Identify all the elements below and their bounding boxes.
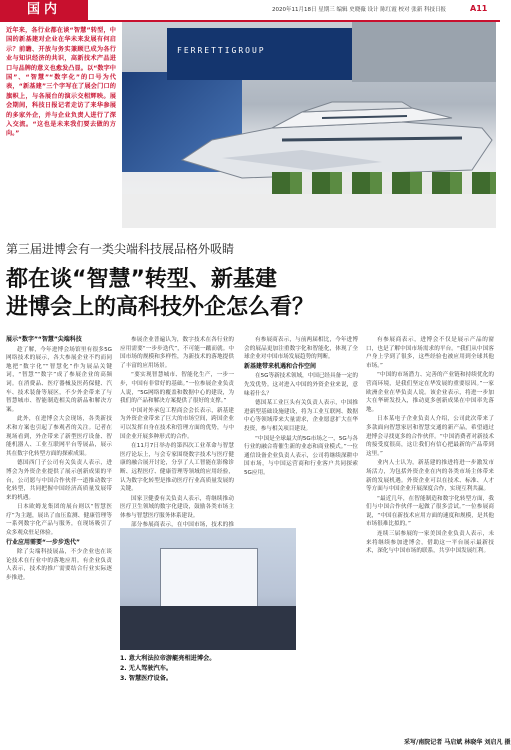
banner-logo-text: FERRETTIGROUP	[177, 46, 266, 55]
exhibit-display-card	[160, 548, 258, 610]
main-photo-yacht	[122, 22, 496, 228]
exhibitor-banner	[167, 28, 352, 80]
article-paragraph: 德国西门子公司有关负责人表示，进博会为外资企业提供了展示创新成果的平台，公司愿与中国合作伙伴一道推动数字化转型，共同把握中国经济高质量发展带来的机遇。	[6, 460, 112, 501]
article-paragraph: 除了尖端科技展品，不少企业也在谈论技术在行业中的落地应用。有企业负责人表示，技术的推广需要结合行业实际逐步推进。	[6, 549, 112, 582]
headline-line-1: 都在谈“智慧”转型、新基建	[6, 267, 277, 292]
caption-line: 2. 无人驾驶汽车。	[120, 665, 173, 672]
article-paragraph: 业内人士认为，新基建的推进将进一步激发市场活力，为包括外资企业在内的各类市场主体带来新的发展机遇。外资企业可以在技术、标准、人才等方面与中国企业开展深度合作，实现互利共赢。	[366, 460, 494, 493]
article-column-3	[244, 336, 358, 526]
article-paragraph: 有参展商表示，与前两届相比，今年进博会的展品更加注重数字化和智能化，体现了全球企业对中国市场发展趋势的判断。	[244, 337, 358, 361]
article-paragraph: “中国的市场潜力、完善的产业链和持续优化的营商环境，是我们坚定在华发展的重要原因。”一家欧洲企业在华负责人说。该企业表示，将进一步加大在华研发投入，推动更多创新成果在中国率先落地。	[366, 372, 494, 413]
article-paragraph: 中国对外承包工程商会会长表示，新基建为外资企业带来了巨大的市场空间，跨国企业可以发挥自身在技术和管理方面的优势，与中国企业开展多种形式的合作。	[120, 407, 234, 440]
section-tag: 国内	[0, 0, 88, 20]
article-paragraph: “中国是全球最大的5G市场之一，5G与各行业的融合将催生新的业态和商业模式。”一位通信设备企业负责人表示，公司将继续深耕中国市场，与中国运营商和行业客户共同探索5G应用。	[244, 435, 358, 476]
caption-line: 1. 意大利法拉帝游艇亮相进博会。	[120, 655, 216, 662]
article-paragraph: 趁了解，今年进博会场馆里有很多5G网络技术的展示，各大参展企业不约而同地把“数字化”“智慧化”作为展品关键词，“智慧”“数字”成了参展企业的高频词。在消费品、医疗器械及医药保健、汽车、技术装备等展区，不少外企带来了与智慧城市、智能制造相关的新品和解决方案。	[6, 346, 112, 413]
article-paragraph: 国家卫健委有关负责人表示，将继续推动医疗卫生领域的数字化建设，鼓励各类市场主体参与智慧医疗服务体系建设。	[120, 495, 234, 519]
exhibit-screen	[120, 606, 296, 650]
article-paragraph: 在11月7日举办的第四次工业革命与智慧医疗论坛上，与会专家围绕数字技术与医疗健康的融合展开讨论，分享了人工智能在影像诊断、远程医疗、健康管理等领域的应用经验，认为数字化转型是推动医疗行业高质量发展的关键。	[120, 443, 234, 493]
section-subhead: 行业应用需要“一步步迭代”	[6, 538, 80, 546]
section-subhead: 新基建带来机遇和合作空间	[244, 362, 317, 370]
display-plants	[272, 172, 496, 194]
article-column-4	[366, 336, 494, 732]
headline-line-2: 进博会上的高科技外企怎么看？	[6, 295, 315, 320]
article-paragraph: “最近几年，在智能制造和数字化转型方面，我们与中国合作伙伴一起做了很多尝试。”一位参展商说，“中国在新技术应用方面的速度和规模，是其他市场很难比拟的。”	[366, 495, 494, 528]
exhibition-floor	[122, 194, 496, 228]
reporter-credit: 采写/南院记者 马启斌 林晓华 刘启凡 摄	[404, 739, 511, 746]
article-paragraph: 德国某工业巨头有关负责人表示，中国推进新型基础设施建设，将为工业互联网、数据中心等领域带来大量需求，企业愿意扩大在华投资，参与相关项目建设。	[244, 400, 358, 432]
article-paragraph: 参展企业普遍认为，数字技术在各行业的应用需要“一步步迭代”，不可能一蹴而就。中国市场的规模和多样性，为新技术的落地提供了丰富的应用场景。	[120, 337, 234, 369]
article-paragraph: 日本欧姆龙集团的展台则以“智慧医疗”为主题，展出了血压监测、健康管理等一系列数字化产品与服务，在现场吸引了众多观众驻足体验。	[6, 504, 112, 537]
hall-ceiling	[352, 22, 496, 82]
article-paragraph: 连续三届参展的一家美国企业负责人表示，未来将继续参加进博会，借助这一平台展示最新技术，深化与中国市场的联系，共享中国发展红利。	[366, 531, 494, 555]
section-subhead: 展示“数字”“智慧”尖端科技	[6, 336, 82, 343]
caption-line: 3. 智慧医疗设备。	[120, 675, 173, 682]
article-column-1	[6, 336, 112, 746]
subheadline: 第三届进博会有一类尖端科技展品格外吸睛	[6, 242, 235, 256]
article-paragraph: 此外，在进博会大会现场，各类新技术和方案也引起了参观者的关注。记者在现场看到，外企带来了新型医疗设备、智能机器人、工业互联网平台等展品，展示其在数字化转型方面的探索成果。	[6, 416, 112, 457]
article-paragraph: 日本某电子企业负责人介绍，公司此次带来了多款面向智慧家居和智慧交通的新产品，希望通过进博会寻找更多的合作伙伴。“中国消费者对新技术的接受度很高，这让我们有信心把最新的产品带到这里。”	[366, 416, 494, 457]
intro-text: 近年来，各行业都在谈“智慧”转型，中国的新基建对企业在华未来发展有何启示？前瞻、开放与务实兼顾已成为各行业与知识经济的共识，高新技术产品进口与品牌的意义也愈发凸显。以“数字中国”、“智慧”“数字化”的口号为代表，“新基建”三个字写在了展会门口的旗帜上，与各展台的演示交相辉映。展会期间，科技日报记者走访了来华参展的多家外企，并与企业负责人进行了深入交流。“这也是未来我们要去做的方向。”	[6, 27, 116, 138]
second-photo-display	[120, 528, 296, 650]
page-number: A11	[470, 4, 488, 13]
issue-meta: 2020年11月18日 星期三 编辑 史晓薇 设计 陈红霞 校对 张新 科技日报	[272, 7, 446, 13]
article-paragraph: 在5G等新技术领域，中国已经具备一定的先发优势。这对进入中国的外资企业来说，意味着什么？	[244, 373, 358, 397]
article-column-2	[120, 336, 234, 529]
article-paragraph: 有参展商表示，进博会不仅是展示产品的窗口，也是了解中国市场需求的平台。“我们从中国客户身上学到了很多，这些经验也被应用到全球其他市场。”	[366, 337, 494, 369]
article-paragraph: “要实现智慧城市、智能化生产，一步一步，中国有非常好的基础。”一位参展企业负责人说，“5G网络的覆盖和数据中心的建设，为我们的产品和解决方案提供了很好的支撑。”	[120, 372, 234, 405]
article-paragraph: 部分参展商表示，在中国市场，技术的推	[131, 522, 234, 529]
photo-caption	[120, 654, 296, 684]
